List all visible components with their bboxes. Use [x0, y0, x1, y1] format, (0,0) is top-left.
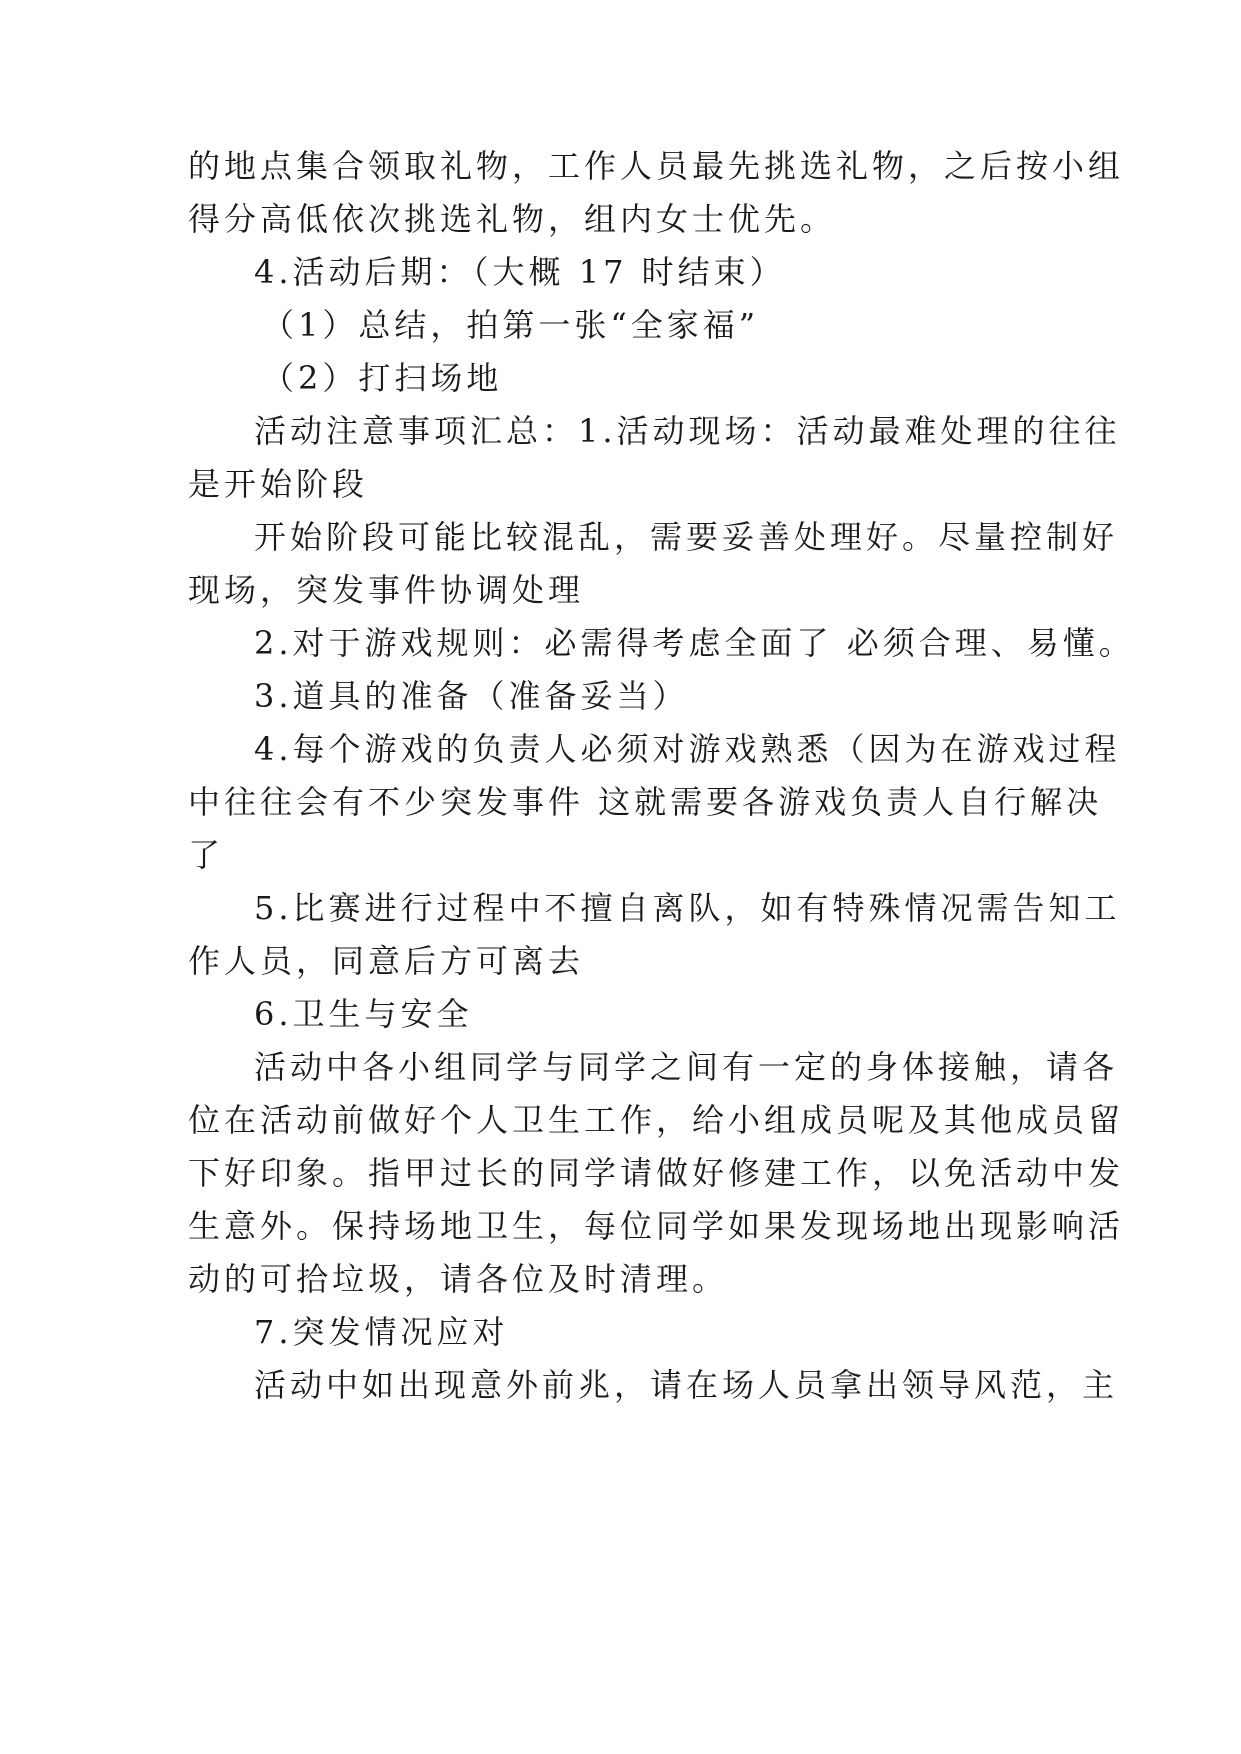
text-line: 现场，突发事件协调处理 [188, 571, 585, 609]
text-line: 7.突发情况应对 [254, 1313, 509, 1351]
text-line: 了 [188, 836, 225, 874]
text-line: 的地点集合领取礼物，工作人员最先挑选礼物，之后按小组 [188, 147, 1125, 185]
text-line: 作人员，同意后方可离去 [188, 942, 585, 980]
text-line: 生意外。保持场地卫生，每位同学如果发现场地出现影响活 [188, 1207, 1125, 1245]
text-line: 位在活动前做好个人卫生工作，给小组成员呢及其他成员留 [188, 1101, 1125, 1139]
text-line: 4.每个游戏的负责人必须对游戏熟悉（因为在游戏过程 [254, 730, 1121, 768]
text-line: 4.活动后期：（大概 17 时结束） [254, 253, 786, 291]
text-line: 中往往会有不少突发事件 这就需要各游戏负责人自行解决 [188, 783, 1103, 821]
text-line: 活动中如出现意外前兆，请在场人员拿出领导风范，主 [254, 1366, 1119, 1404]
text-line: 2.对于游戏规则：必需得考虑全面了 必须合理、易懂。 [254, 624, 1135, 662]
text-line: 5.比赛进行过程中不擅自离队，如有特殊情况需告知工 [254, 889, 1121, 927]
text-line: 活动注意事项汇总：1.活动现场：活动最难处理的往往 [254, 412, 1121, 450]
text-line: 开始阶段可能比较混乱，需要妥善处理好。尽量控制好 [254, 518, 1119, 556]
text-line: （1）总结，拍第一张“全家福” [262, 306, 760, 344]
text-line: 3.道具的准备（准备妥当） [254, 677, 689, 715]
text-line: 是开始阶段 [188, 465, 369, 503]
text-line: 动的可拾垃圾，请各位及时清理。 [188, 1260, 729, 1298]
text-line: 活动中各小组同学与同学之间有一定的身体接触，请各 [254, 1048, 1119, 1086]
text-line: 得分高低依次挑选礼物，组内女士优先。 [188, 200, 837, 238]
text-line: 6.卫生与安全 [254, 995, 473, 1033]
text-line: 下好印象。指甲过长的同学请做好修建工作，以免活动中发 [188, 1154, 1125, 1192]
text-line: （2）打扫场地 [262, 359, 503, 397]
